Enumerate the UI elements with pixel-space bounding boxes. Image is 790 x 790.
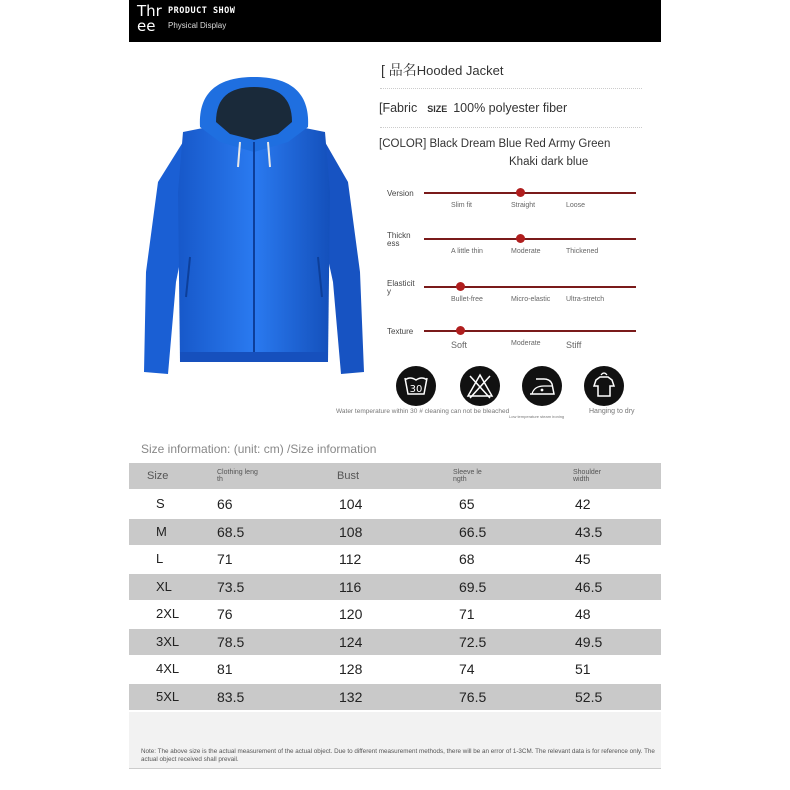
table-cell: 3XL	[156, 634, 180, 649]
hang-dry-icon	[584, 366, 624, 406]
table-cell: 76.5	[459, 689, 487, 705]
brand-mark	[137, 4, 167, 34]
table-cell: 4XL	[156, 661, 180, 676]
attribute-option: Thickened	[566, 248, 599, 255]
table-cell: M	[156, 524, 167, 539]
table-cell: 71	[217, 551, 233, 567]
column-header: Sleeve le ngth	[453, 469, 482, 483]
table-cell: 46.5	[575, 579, 603, 595]
attribute-marker	[456, 326, 465, 335]
table-cell: 42	[575, 496, 591, 512]
table-row	[129, 629, 661, 655]
table-cell: 72.5	[459, 634, 487, 650]
hem	[180, 352, 328, 362]
table-cell: 51	[575, 661, 591, 677]
hang-caption: Hanging to dry	[589, 408, 635, 415]
table-cell: L	[156, 551, 164, 566]
iron-low-icon	[522, 366, 562, 406]
table-cell: 78.5	[217, 634, 245, 650]
size-note: Note: The above size is the actual measurement of the actual object. Due to different measurement methods, there will be an error of 1-3CM. The relevant data is for reference only. The actual object received shall prevail.	[141, 748, 655, 763]
table-cell: 49.5	[575, 634, 603, 650]
table-cell: 73.5	[217, 579, 245, 595]
header-title: PRODUCT SHOW	[168, 6, 236, 16]
table-header	[129, 463, 661, 489]
divider	[380, 127, 642, 128]
table-cell: 71	[459, 606, 475, 622]
table-cell: 76	[217, 606, 233, 622]
divider	[129, 768, 661, 769]
name-label: [ 品名	[381, 62, 417, 78]
attribute-track	[424, 192, 636, 194]
product-name-line	[381, 60, 504, 80]
header-subtitle: Physical Display	[168, 21, 227, 30]
wash-temp: 30	[409, 384, 423, 395]
table-row	[129, 574, 661, 600]
brand-line-1: Thr	[137, 2, 162, 20]
attribute-option: A little thin	[451, 248, 483, 255]
table-cell: 124	[339, 634, 363, 650]
wash-30-icon	[396, 366, 436, 406]
table-row	[129, 519, 661, 545]
attribute-option: Ultra-stretch	[566, 296, 605, 303]
color-line-continued: Khaki dark blue	[509, 156, 589, 168]
divider	[380, 88, 642, 89]
attribute-option: Soft	[451, 340, 468, 350]
table-cell: 104	[339, 496, 363, 512]
fabric-value: 100% polyester fiber	[453, 101, 568, 115]
color-line: [COLOR] Black Dream Blue Red Army Green	[379, 138, 611, 150]
table-cell: 69.5	[459, 579, 487, 595]
size-tag: SIZE	[427, 104, 448, 114]
table-row	[129, 656, 661, 682]
table-cell: 68	[459, 551, 475, 567]
table-cell: XL	[156, 579, 172, 594]
attribute-label: Texture	[387, 327, 414, 336]
attribute-option: Straight	[511, 202, 536, 209]
table-cell: 120	[339, 606, 363, 622]
table-cell: 116	[339, 579, 362, 595]
table-cell: 43.5	[575, 524, 603, 540]
column-header: Shoulder width	[573, 469, 602, 483]
table-cell: S	[156, 496, 165, 511]
fabric-line	[379, 101, 567, 115]
attribute-marker	[516, 234, 525, 243]
no-bleach-icon	[460, 366, 500, 406]
attribute-option: Bullet-free	[451, 296, 483, 303]
attribute-option: Loose	[566, 202, 586, 209]
table-cell: 65	[459, 496, 475, 512]
table-cell: 132	[339, 689, 363, 705]
table-row	[129, 601, 661, 627]
attribute-option: Slim fit	[451, 202, 472, 209]
fabric-label: [Fabric	[379, 101, 418, 115]
table-cell: 128	[339, 661, 363, 677]
table-cell: 83.5	[217, 689, 245, 705]
table-cell: 66	[217, 496, 233, 512]
table-row	[129, 684, 661, 710]
brand-line-2: ee	[137, 17, 156, 35]
table-cell: 52.5	[575, 689, 603, 705]
table-cell: 2XL	[156, 606, 180, 621]
attribute-option: Stiff	[566, 340, 582, 350]
table-cell: 112	[339, 551, 362, 567]
table-row	[129, 546, 661, 572]
attribute-track	[424, 238, 636, 240]
table-cell: 5XL	[156, 689, 180, 704]
column-header: Bust	[337, 470, 360, 482]
attribute-label: Thickn ess	[387, 231, 411, 248]
jacket-image	[138, 72, 370, 380]
attribute-option: Moderate	[511, 340, 541, 347]
table-cell: 81	[217, 661, 233, 677]
iron-caption: Low temperature steam ironing	[509, 414, 565, 419]
column-header: Size	[147, 470, 169, 482]
table-cell: 45	[575, 551, 591, 567]
wash-caption: Water temperature within 30 # cleaning can not be bleached	[336, 408, 510, 415]
attribute-marker	[516, 188, 525, 197]
header-bar	[129, 0, 661, 42]
table-cell: 48	[575, 606, 591, 622]
attribute-option: Micro-elastic	[511, 296, 551, 303]
product-name: Hooded Jacket	[416, 63, 504, 78]
attribute-option: Moderate	[511, 248, 541, 255]
table-cell: 66.5	[459, 524, 487, 540]
table-cell: 108	[339, 524, 363, 540]
attribute-label: Elasticit y	[387, 279, 415, 296]
attribute-marker	[456, 282, 465, 291]
column-header: Clothing leng th	[217, 469, 258, 483]
table-cell: 68.5	[217, 524, 245, 540]
size-table-title: Size information: (unit: cm) /Size information	[141, 442, 377, 456]
table-cell: 74	[459, 661, 475, 677]
attribute-label: Version	[387, 189, 414, 198]
table-row	[129, 491, 661, 517]
